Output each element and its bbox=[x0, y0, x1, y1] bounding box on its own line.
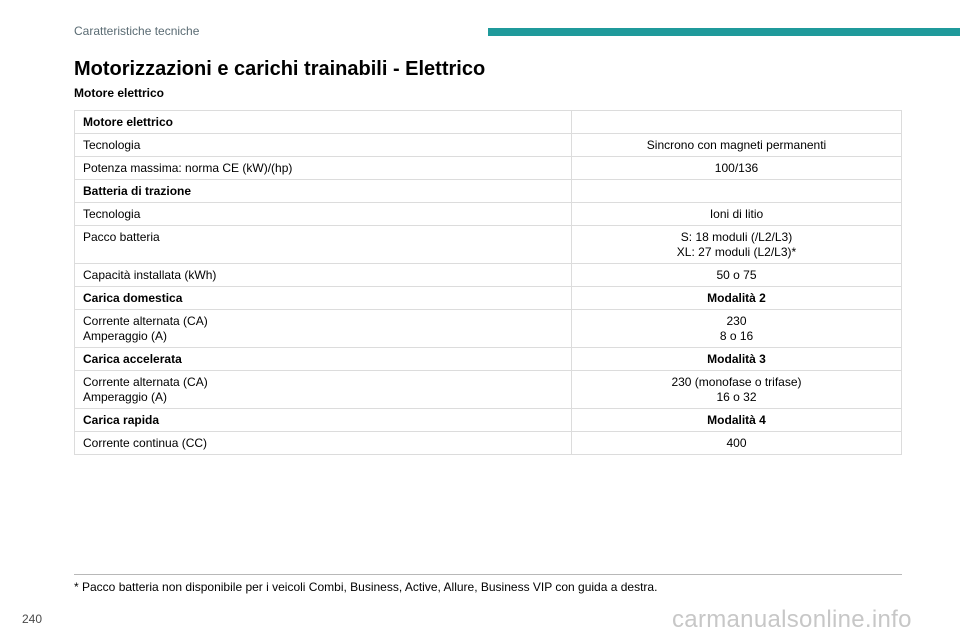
row-label-line: Motore elettrico bbox=[83, 115, 174, 129]
row-value-line: 230 bbox=[726, 314, 747, 328]
table-row bbox=[75, 226, 902, 264]
row-value bbox=[572, 371, 902, 409]
row-value-line bbox=[580, 115, 893, 130]
row-value bbox=[572, 111, 902, 134]
page-title: Motorizzazioni e carichi trainabili - Elettrico bbox=[74, 58, 486, 80]
row-value-line bbox=[580, 184, 893, 199]
row-value-line: Sincrono con magneti permanenti bbox=[646, 138, 827, 152]
table-row bbox=[75, 157, 902, 180]
footnote: * Pacco batteria non disponibile per i veicoli Combi, Business, Active, Allure, Business VIP con guida a destra. bbox=[74, 580, 658, 594]
row-value-line: Ioni di litio bbox=[709, 207, 764, 221]
table-section-header bbox=[75, 287, 902, 310]
table-row bbox=[75, 134, 902, 157]
row-label-line: Pacco batteria bbox=[83, 230, 160, 244]
spec-table-body bbox=[75, 111, 902, 455]
row-value-line: Modalità 2 bbox=[707, 291, 766, 305]
header-accent-bar bbox=[488, 28, 960, 36]
row-value bbox=[572, 409, 902, 432]
table-section-header bbox=[75, 348, 902, 371]
row-label bbox=[75, 157, 572, 180]
row-label-line: Corrente alternata (CA) bbox=[83, 314, 208, 328]
table-row bbox=[75, 203, 902, 226]
row-value bbox=[572, 180, 902, 203]
row-value bbox=[572, 287, 902, 310]
row-value bbox=[572, 432, 902, 455]
row-value bbox=[572, 157, 902, 180]
row-value bbox=[572, 264, 902, 287]
row-label bbox=[75, 409, 572, 432]
row-label-line: Carica rapida bbox=[83, 413, 160, 427]
row-value bbox=[572, 203, 902, 226]
row-value-line: Modalità 4 bbox=[707, 413, 766, 427]
table-section-header bbox=[75, 180, 902, 203]
row-label bbox=[75, 226, 572, 264]
header-section-title: Caratteristiche tecniche bbox=[74, 24, 200, 38]
row-label bbox=[75, 348, 572, 371]
row-label bbox=[75, 310, 572, 348]
row-value-line: 230 (monofase o trifase) bbox=[671, 375, 802, 389]
row-label-line: Tecnologia bbox=[83, 138, 141, 152]
row-value-line: 400 bbox=[726, 436, 747, 450]
table-row bbox=[75, 371, 902, 409]
row-value-line: 50 o 75 bbox=[716, 268, 757, 282]
row-value-line: Modalità 3 bbox=[707, 352, 766, 366]
table-section-header bbox=[75, 409, 902, 432]
row-label bbox=[75, 180, 572, 203]
row-label-line: Capacità installata (kWh) bbox=[83, 268, 217, 282]
row-label-line: Carica accelerata bbox=[83, 352, 182, 366]
watermark: carmanualsonline.info bbox=[672, 606, 912, 633]
page-number: 240 bbox=[22, 612, 43, 626]
row-label bbox=[75, 432, 572, 455]
row-label-line: Potenza massima: norma CE (kW)/(hp) bbox=[83, 161, 293, 175]
row-value bbox=[572, 310, 902, 348]
spec-table bbox=[74, 110, 902, 455]
row-label bbox=[75, 203, 572, 226]
row-label bbox=[75, 111, 572, 134]
row-label bbox=[75, 134, 572, 157]
table-row bbox=[75, 310, 902, 348]
table-section-header bbox=[75, 111, 902, 134]
row-label-line: Corrente continua (CC) bbox=[83, 436, 208, 450]
table-row bbox=[75, 432, 902, 455]
row-label-line: Tecnologia bbox=[83, 207, 141, 221]
table-row bbox=[75, 264, 902, 287]
row-label bbox=[75, 371, 572, 409]
row-value-line: S: 18 moduli (/L2/L3) bbox=[680, 230, 793, 244]
row-label bbox=[75, 264, 572, 287]
section-subtitle: Motore elettrico bbox=[74, 86, 165, 100]
row-label-line: Corrente alternata (CA) bbox=[83, 375, 208, 389]
row-label-line: Amperaggio (A) bbox=[83, 329, 168, 343]
row-value bbox=[572, 134, 902, 157]
row-value-line: 8 o 16 bbox=[719, 329, 754, 343]
footnote-divider bbox=[74, 574, 902, 575]
row-value bbox=[572, 348, 902, 371]
row-value-line: 16 o 32 bbox=[716, 390, 757, 404]
row-value bbox=[572, 226, 902, 264]
row-value-line: 100/136 bbox=[714, 161, 759, 175]
row-label-line: Amperaggio (A) bbox=[83, 390, 168, 404]
row-label-line: Batteria di trazione bbox=[83, 184, 192, 198]
row-label bbox=[75, 287, 572, 310]
row-value-line: XL: 27 moduli (L2/L3)* bbox=[676, 245, 797, 259]
row-label-line: Carica domestica bbox=[83, 291, 183, 305]
